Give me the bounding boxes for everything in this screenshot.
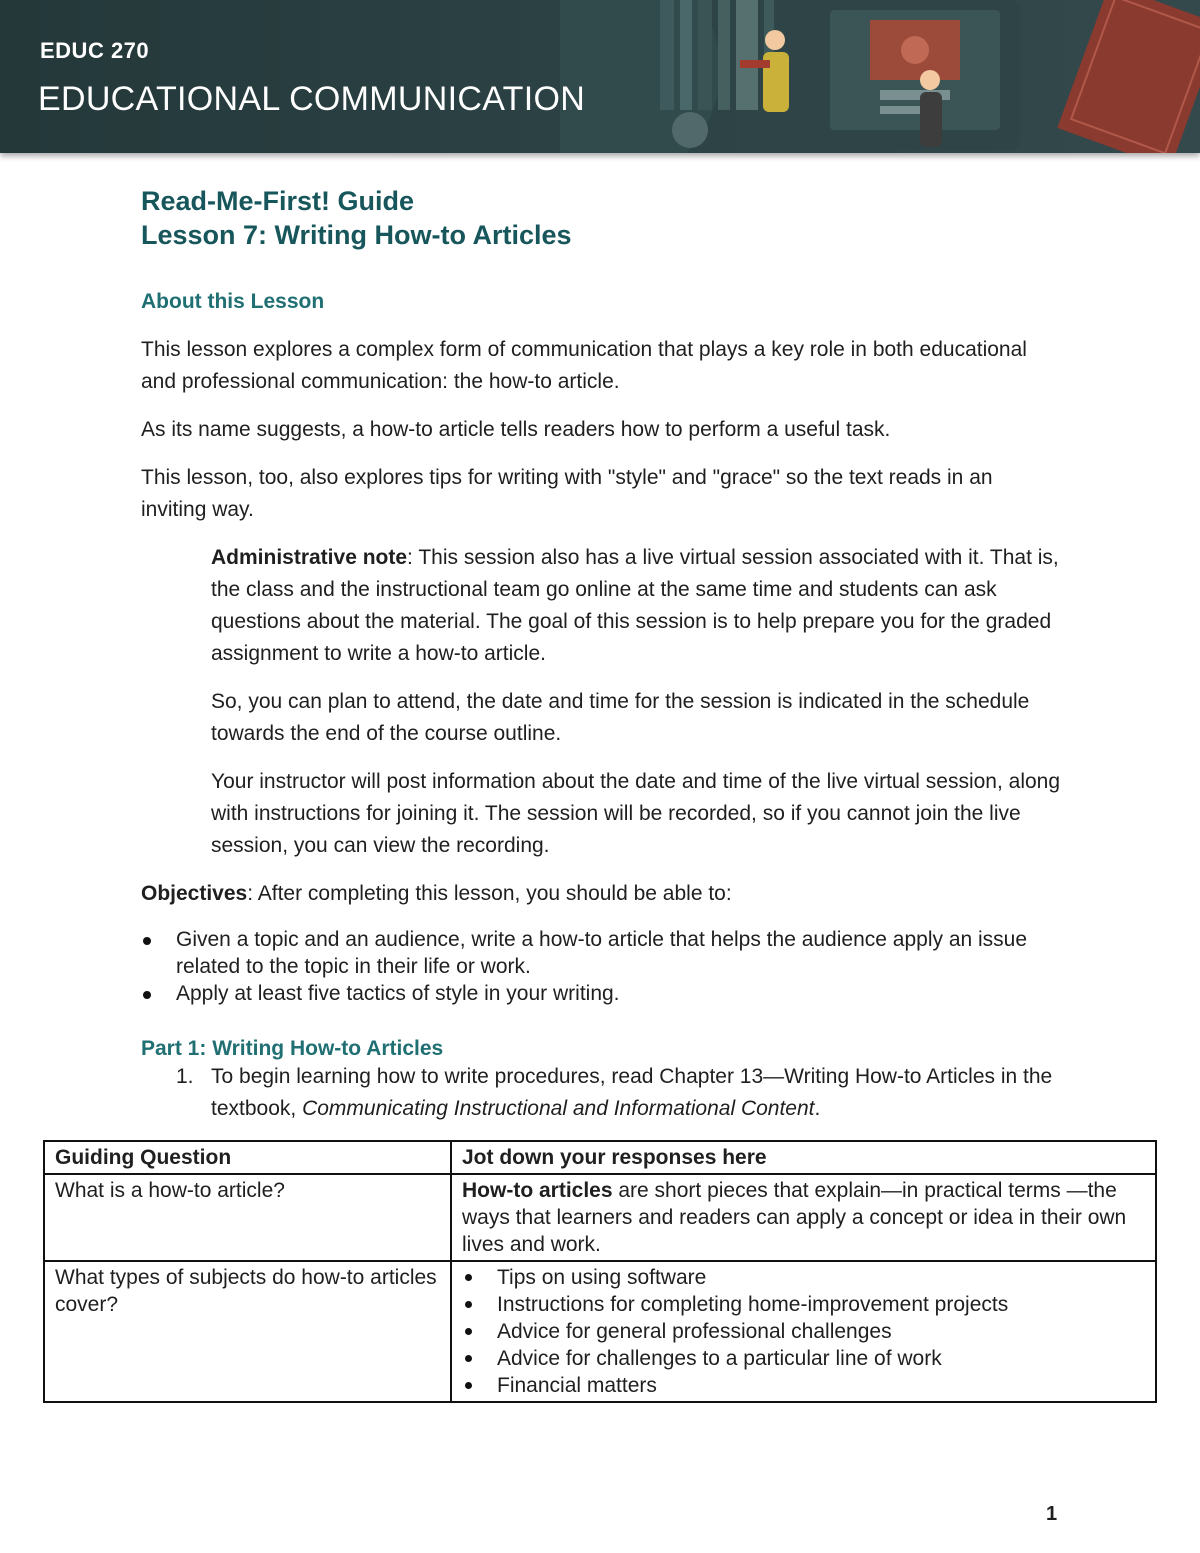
bullet-icon <box>465 1274 472 1281</box>
title-line-2: Lesson 7: Writing How-to Articles <box>141 220 572 250</box>
course-code: EDUC 270 <box>40 38 150 63</box>
about-paragraph-1: This lesson explores a complex form of communication that plays a key role in both educational and professional communication: the how-to article. <box>141 338 1027 393</box>
admin-note-text: : This session also has a live virtual session associated with it. That is, the class and the instructional team go online at the same time and students can ask questions about the material. The goal of this session is to help prepare you for the graded assignment to write a how-to article. <box>211 546 1059 665</box>
step-text: To begin learning how to write procedures, read Chapter 13—Writing How-to Articles in the textbook, <box>211 1065 1053 1120</box>
response-list <box>462 1264 1145 1399</box>
bullet-icon <box>143 937 151 945</box>
list-item <box>462 1345 1145 1372</box>
about-paragraph-2: As its name suggests, a how-to article tells readers how to perform a useful task. <box>141 418 891 441</box>
banner-illustration <box>560 0 1200 153</box>
part1-heading: Part 1: Writing How-to Articles <box>141 1037 444 1060</box>
list-item <box>462 1264 1145 1291</box>
list-item <box>462 1291 1145 1318</box>
objective-item <box>141 926 1061 980</box>
question-cell: What is a how-to article? <box>44 1174 451 1261</box>
response-cell[interactable] <box>451 1174 1156 1261</box>
bullet-icon <box>465 1301 472 1308</box>
list-item-text: Advice for general professional challenges <box>497 1320 892 1343</box>
admin-note-paragraph-2: So, you can plan to attend, the date and time for the session is indicated in the schedule towards the end of the course outline. <box>211 690 1030 745</box>
step-end: . <box>814 1097 821 1120</box>
objectives-list <box>141 926 1061 1007</box>
list-item <box>462 1318 1145 1345</box>
bullet-icon <box>143 991 151 999</box>
objectives-text: : After completing this lesson, you should be able to: <box>247 882 732 905</box>
list-item-text: Financial matters <box>497 1374 657 1397</box>
administrative-note <box>141 542 1061 862</box>
page-number: 1 <box>1046 1503 1058 1525</box>
admin-note-paragraph-3: Your instructor will post information about the date and time of the live virtual session, along with instructions for joining it. The session will be recorded, so if you cannot join the live session, you can view the recording. <box>211 770 1061 857</box>
response-bold-term: How-to articles <box>462 1179 613 1202</box>
admin-note-paragraph-1 <box>211 542 1061 670</box>
list-item-text: Tips on using software <box>497 1266 707 1289</box>
step-number: 1. <box>176 1065 194 1088</box>
part1-step-1 <box>141 1061 1061 1125</box>
course-title: EDUCATIONAL COMMUNICATION <box>38 80 586 118</box>
header-banner <box>0 0 1200 153</box>
about-heading: About this Lesson <box>141 290 325 313</box>
admin-note-label: Administrative note <box>211 546 408 569</box>
objectives-intro <box>141 878 1061 910</box>
document-body <box>141 184 1061 1125</box>
about-paragraph-3: This lesson, too, also explores tips for writing with "style" and "grace" so the text reads in an inviting way. <box>141 466 993 521</box>
list-item <box>462 1372 1145 1399</box>
column-header-question: Guiding Question <box>44 1141 451 1174</box>
bullet-icon <box>465 1355 472 1362</box>
document-title <box>141 184 1061 252</box>
response-cell[interactable] <box>451 1261 1156 1402</box>
column-header-response: Jot down your responses here <box>451 1141 1156 1174</box>
table-header-row <box>44 1141 1156 1174</box>
list-item-text: Advice for challenges to a particular line of work <box>497 1347 942 1370</box>
question-cell: What types of subjects do how-to articles cover? <box>44 1261 451 1402</box>
objectives-label: Objectives <box>141 882 248 905</box>
objective-text: Given a topic and an audience, write a how-to article that helps the audience apply an issue related to the topic in their life or work. <box>176 928 1028 978</box>
list-item-text: Instructions for completing home-improvement projects <box>497 1293 1009 1316</box>
bullet-icon <box>465 1382 472 1389</box>
response-text: are short pieces that explain—in practical terms —the ways that learners and readers can apply a concept or idea in their own lives and work. <box>462 1179 1127 1256</box>
title-line-1: Read-Me-First! Guide <box>141 186 415 216</box>
objective-item <box>141 980 1061 1007</box>
table-row <box>44 1174 1156 1261</box>
table-row <box>44 1261 1156 1402</box>
guiding-questions-table <box>43 1140 1157 1403</box>
objective-text: Apply at least five tactics of style in your writing. <box>176 982 620 1005</box>
textbook-title: Communicating Instructional and Informational Content <box>302 1097 815 1120</box>
bullet-icon <box>465 1328 472 1335</box>
